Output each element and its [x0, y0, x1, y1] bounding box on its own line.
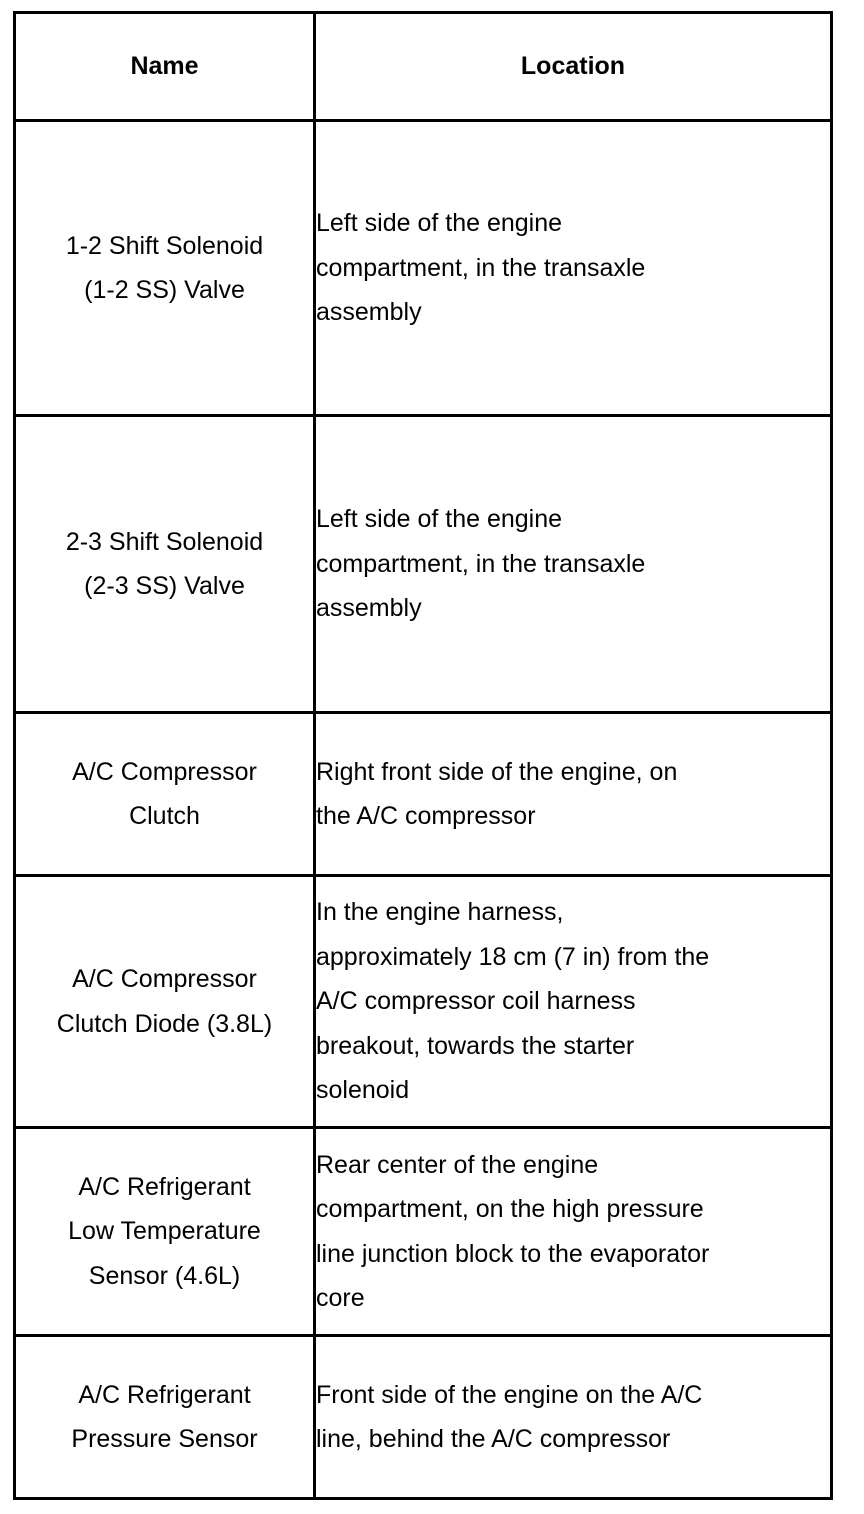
component-location-line: compartment, in the transaxle — [316, 549, 646, 578]
component-location-cell — [315, 1128, 832, 1336]
component-location-line: breakout, towards the starter — [316, 1031, 635, 1060]
component-location-line: Left side of the engine — [316, 505, 563, 534]
header-name: Name — [15, 13, 315, 121]
component-location-line: solenoid — [316, 1076, 410, 1105]
component-location-line: compartment, on the high pressure — [316, 1195, 704, 1223]
component-location-cell — [315, 713, 832, 876]
component-location-line: assembly — [316, 298, 422, 327]
component-location-table — [13, 11, 833, 1500]
component-location-line: approximately 18 cm (7 in) from the — [316, 942, 710, 971]
component-location-line: In the engine harness, — [316, 898, 564, 927]
component-name-cell — [15, 876, 315, 1128]
component-name-line: (1-2 SS) Valve — [84, 276, 245, 304]
component-name-line: Sensor (4.6L) — [88, 1261, 241, 1290]
component-location-line: A/C compressor coil harness — [316, 987, 636, 1016]
component-location-cell — [315, 416, 832, 713]
component-name-line: 2-3 Shift Solenoid — [65, 527, 264, 556]
component-location-line: assembly — [316, 594, 422, 623]
header-location: Location — [315, 13, 832, 121]
component-location-line: Rear center of the engine — [316, 1150, 599, 1179]
component-location-line: Left side of the engine — [316, 209, 563, 238]
header-row — [15, 13, 832, 121]
component-name-line: 1-2 Shift Solenoid — [65, 231, 264, 260]
component-location-line: core — [316, 1284, 365, 1312]
component-name-cell — [15, 416, 315, 713]
component-location-cell — [315, 1336, 832, 1499]
component-name-line: Clutch Diode (3.8L) — [56, 1009, 273, 1038]
table-row — [15, 416, 832, 713]
table-row — [15, 1336, 832, 1499]
component-location-line: the A/C compressor — [316, 802, 536, 830]
component-name-line: Pressure Sensor — [71, 1425, 258, 1453]
component-name-line: A/C Compressor — [72, 757, 257, 786]
component-location-line: Right front side of the engine, on — [316, 757, 678, 786]
component-name-line: A/C Compressor — [72, 965, 257, 993]
table-row — [15, 876, 832, 1128]
table-row — [15, 121, 832, 416]
component-name-cell — [15, 1336, 315, 1499]
component-location-line: compartment, in the transaxle — [316, 253, 646, 282]
component-name-line: Clutch — [129, 802, 200, 830]
component-location-line: line junction block to the evaporator — [316, 1239, 710, 1268]
component-location-line: line, behind the A/C compressor — [316, 1425, 671, 1453]
component-name-line: Low Temperature — [68, 1217, 261, 1246]
component-name-cell — [15, 713, 315, 876]
component-name-cell — [15, 121, 315, 416]
component-location-line: Front side of the engine on the A/C — [316, 1380, 703, 1409]
table-row — [15, 713, 832, 876]
component-name-line: A/C Refrigerant — [78, 1380, 251, 1409]
table-row — [15, 1128, 832, 1336]
component-location-cell — [315, 876, 832, 1128]
component-name-cell — [15, 1128, 315, 1336]
component-name-line: (2-3 SS) Valve — [84, 572, 245, 600]
component-name-line: A/C Refrigerant — [78, 1172, 251, 1201]
component-location-cell — [315, 121, 832, 416]
